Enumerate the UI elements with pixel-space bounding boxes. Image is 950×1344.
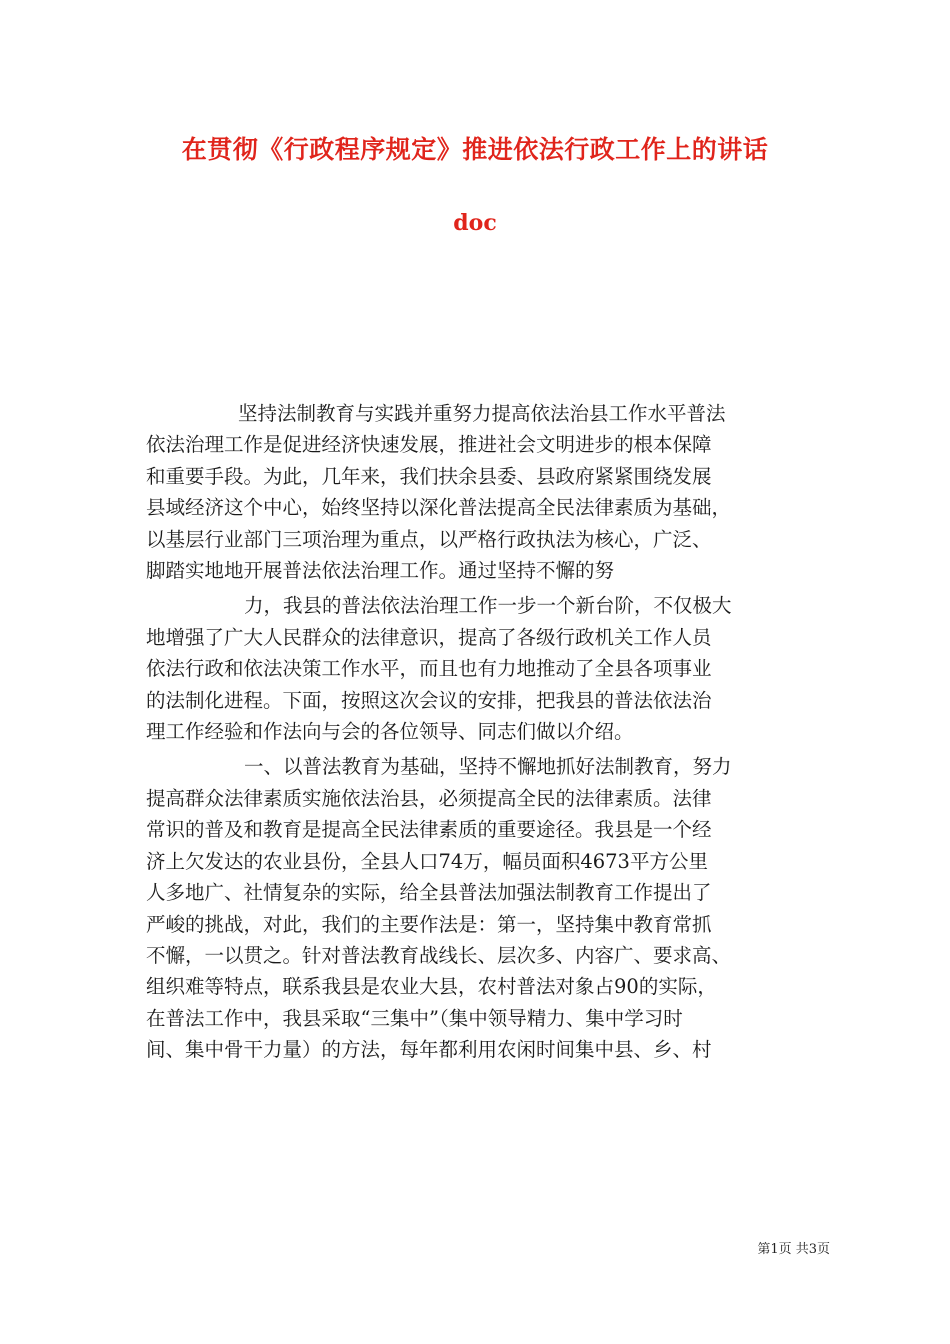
paragraph-2 bbox=[146, 590, 826, 747]
text-line: 不懈，一以贯之。针对普法教育战线长、层次多、内容广、要求高、 bbox=[146, 943, 732, 967]
text-line: 县域经济这个中心，始终坚持以深化普法提高全民法律素质为基础， bbox=[146, 496, 732, 520]
text-line: 理工作经验和作法向与会的各位领导、同志们做以介绍。 bbox=[146, 720, 634, 744]
text-line: 依法治理工作是促进经济快速发展，推进社会文明进步的根本保障 bbox=[146, 433, 712, 457]
text-line: 坚持法制教育与实践并重努力提高依法治县工作水平普法 bbox=[238, 402, 726, 425]
text-line: 严峻的挑战，对此，我们的主要作法是：第一，坚持集中教育常抓 bbox=[146, 912, 712, 936]
text-line: 一、以普法教育为基础，坚持不懈地抓好法制教育，努力 bbox=[244, 755, 732, 779]
document-title: 在贯彻《行政程序规定》推进依法行政工作上的讲话 bbox=[181, 135, 769, 164]
text-line: 常识的普及和教育是提高全民法律素质的重要途径。我县是一个经 bbox=[146, 818, 712, 842]
text-line: 组织难等特点，联系我县是农业大县，农村普法对象占90的实际， bbox=[146, 975, 717, 999]
text-line: 济上欠发达的农业县份，全县人口74万，幅员面积4673平方公里 bbox=[146, 849, 708, 873]
paragraph-3 bbox=[146, 751, 826, 1065]
document-body bbox=[146, 398, 826, 1066]
paragraph-1 bbox=[146, 398, 826, 586]
text-line: 提高群众法律素质实施依法治县，必须提高全民的法律素质。法律 bbox=[146, 786, 712, 810]
text-line: 人多地广、社情复杂的实际，给全县普法加强法制教育工作提出了 bbox=[146, 881, 712, 905]
text-line: 地增强了广大人民群众的法律意识，提高了各级行政机关工作人员 bbox=[146, 625, 712, 649]
text-line: 和重要手段。为此，几年来，我们扶余县委、县政府紧紧围绕发展 bbox=[146, 464, 712, 488]
page-number-footer: 第1页 共3页 bbox=[757, 1242, 830, 1257]
text-line: 依法行政和依法决策工作水平，而且也有力地推动了全县各项事业 bbox=[146, 657, 712, 681]
text-line: 的法制化进程。下面，按照这次会议的安排，把我县的普法依法治 bbox=[146, 688, 712, 712]
text-line: 脚踏实地地开展普法依法治理工作。通过坚持不懈的努 bbox=[146, 559, 615, 583]
text-line: 以基层行业部门三项治理为重点，以严格行政执法为核心，广泛、 bbox=[146, 527, 712, 551]
document-title-suffix: doc bbox=[453, 210, 497, 236]
text-line: 在普法工作中，我县采取“三集中”（集中领导精力、集中学习时 bbox=[146, 1006, 683, 1030]
text-line: 间、集中骨干力量）的方法，每年都利用农闲时间集中县、乡、村 bbox=[146, 1038, 712, 1062]
text-line: 力，我县的普法依法治理工作一步一个新台阶，不仅极大 bbox=[244, 594, 732, 618]
